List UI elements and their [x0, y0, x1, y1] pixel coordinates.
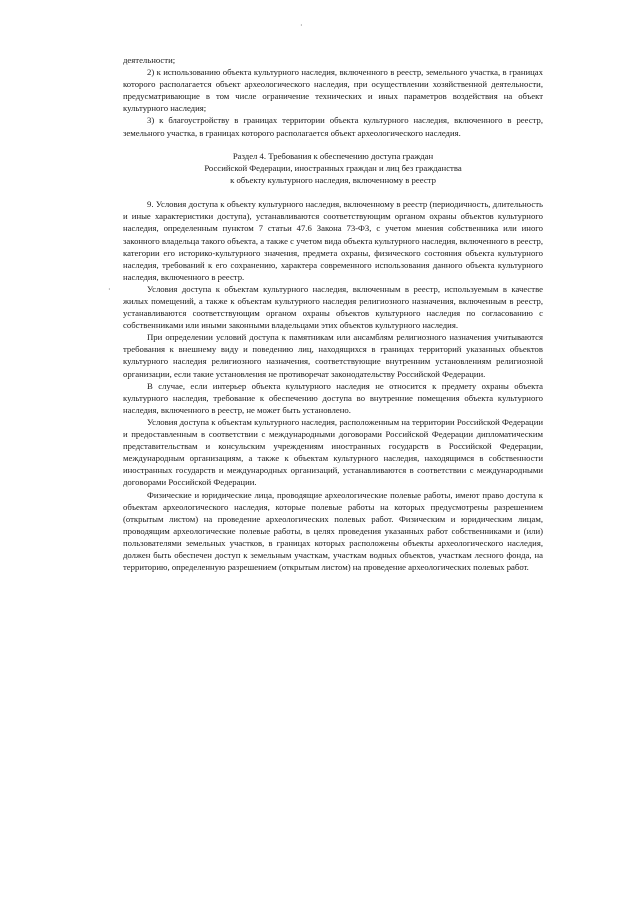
section-heading-line: к объекту культурного наследия, включенному в реестр	[230, 175, 436, 186]
paragraph: Условия доступа к объектам культурного наследия, расположенным на территории Российской Федерации и предоставленным в соответствии с международными договорами Российской Федерации дипломатическим представительствам и консульским учреждениям иностранных государств в Российской Федерации, международным организациям, а также к объектам культурного наследия, находящимся в собственности иностранных государств и международных организаций, устанавливаются в соответствии с международными договорами Российской Федерации.	[123, 416, 543, 488]
list-item-3: 3) к благоустройству в границах территории объекта культурного наследия, включенного в реестр, земельного участка, в границах которого располагается объект археологического наследия.	[123, 115, 543, 138]
section-heading-line: Раздел 4. Требования к обеспечению доступа граждан	[232, 150, 434, 161]
intro-line: деятельности;	[123, 55, 176, 65]
list-item-2: 2) к использованию объекта культурного наследия, включенного в реестр, земельного участка, в границах которого располагается объект археологического наследия, при осуществлении хозяйственной деятельности, предусматривающие в том числе ограничение технических и иных параметров воздействия на объект культурного наследия;	[123, 67, 543, 114]
paragraph: При определении условий доступа к памятникам или ансамблям религиозного назначения учитываются требования к внешнему виду и поведению лиц, находящихся в границах территорий указанных объектов культурного наследия религиозного назначения, соответствующие внутренним установлениям религиозной организации, если такие установления не противоречат законодательству Российской Федерации.	[123, 332, 543, 379]
section-heading	[123, 150, 543, 187]
paragraph: Условия доступа к объектам культурного наследия, включенным в реестр, используемым в качестве жилых помещений, а также к объектам культурного наследия религиозного назначения, включенным в реестр, устанавливаются соответствующим органом охраны объектов культурного наследия по согласованию с собственниками или иными законными владельцами этих объектов культурного наследия.	[123, 283, 543, 331]
paragraph-9: 9. Условия доступа к объекту культурного наследия, включенному в реестр (периодичность, длительность и иные характеристики доступа), устанавливаются соответствующим органом охраны объектов культурного наследия, определенным пунктом 7 статьи 47.6 Закона 73-ФЗ, с учетом мнения собственника или иного законного владельца такого объекта, а также с учетом вида объекта культурного наследия, включенного в реестр, категории его историко-культурного значения, предмета охраны, физического состояния объекта культурного наследия, требований к его сохранению, характера современного использования данного объекта культурного наследия, включенного в реестр.	[123, 199, 543, 282]
scan-speck: ·	[108, 285, 111, 294]
scan-speck: ·	[300, 21, 303, 30]
document-body	[123, 54, 543, 573]
section-heading-line: Российской Федерации, иностранных граждан и лиц без гражданства	[204, 162, 462, 173]
paragraph: В случае, если интерьер объекта культурного наследия не относится к предмету охраны объекта культурного наследия, требование к обеспечению доступа во внутренние помещения объекта культурного наследия, включенного в реестр, не может быть установлено.	[123, 380, 543, 415]
paragraph: Физические и юридические лица, проводящие археологические полевые работы, имеют право доступа к объектам археологического наследия, которые полевые работы на которых предусмотрены разрешением (открытым листом) на проведение археологических полевых работ. Физическим и юридическим лицам, проводящим археологические полевые работы, в целях проведения указанных работ собственниками и (или) пользователями земельных участков, в границах которых расположены объекты археологического наследия, должен быть обеспечен доступ к земельным участкам, участкам водных объектов, участкам лесного фонда, на территорию, определенную разрешением (открытым листом) на проведение археологических полевых работ.	[123, 489, 543, 573]
